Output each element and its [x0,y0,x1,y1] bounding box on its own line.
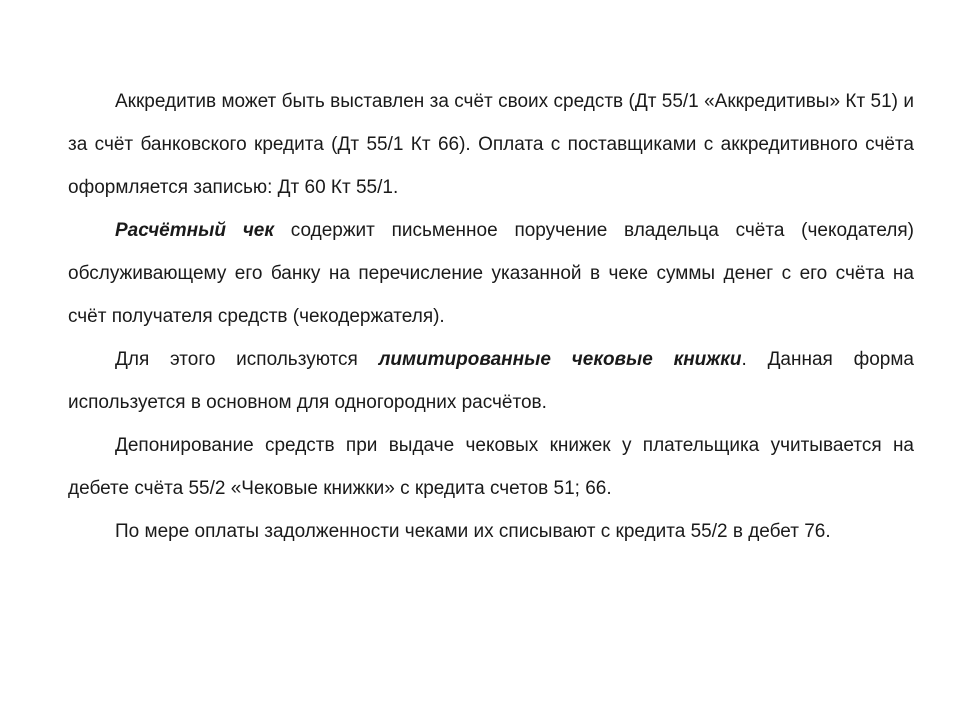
paragraph-deposit-funds [68,424,914,510]
paragraph-settlement-cheque [68,209,914,338]
paragraph-text: . Данная форма используется в основном для одногородних расчётов. [68,349,914,413]
term-limited-chequebooks: лимитированные чековые книжки [378,349,742,370]
paragraph-debt-payment [68,510,914,553]
paragraph-text: Для этого используются [115,349,379,370]
paragraph-text: По мере оплаты задолженности чеками их списывают с кредита 55/2 в дебет 76. [115,521,831,542]
paragraph-text: Депонирование средств при выдаче чековых книжек у плательщика учитывается на дебете счёта 55/2 «Чековые книжки» с кредита счетов 51; 66. [68,435,914,499]
paragraph-text: содержит письменное поручение владельца счёта (чекодателя) обслуживающему его банку на перечисление указанной в чеке суммы денег с его счёта на счёт получателя средств (чекодержателя). [68,220,915,327]
paragraph-limited-chequebooks [68,338,914,424]
paragraph-text: Аккредитив может быть выставлен за счёт своих средств (Дт 55/1 «Аккредитивы» Кт 51) и за счёт банковского кредита (Дт 55/1 Кт 66). Оплата с поставщиками с аккредитивного счёта оформляется записью: Дт 60 Кт 55/1. [68,91,914,198]
paragraph-letter-of-credit [68,80,914,209]
term-settlement-cheque: Расчётный чек [115,220,274,241]
text-block [68,80,914,553]
